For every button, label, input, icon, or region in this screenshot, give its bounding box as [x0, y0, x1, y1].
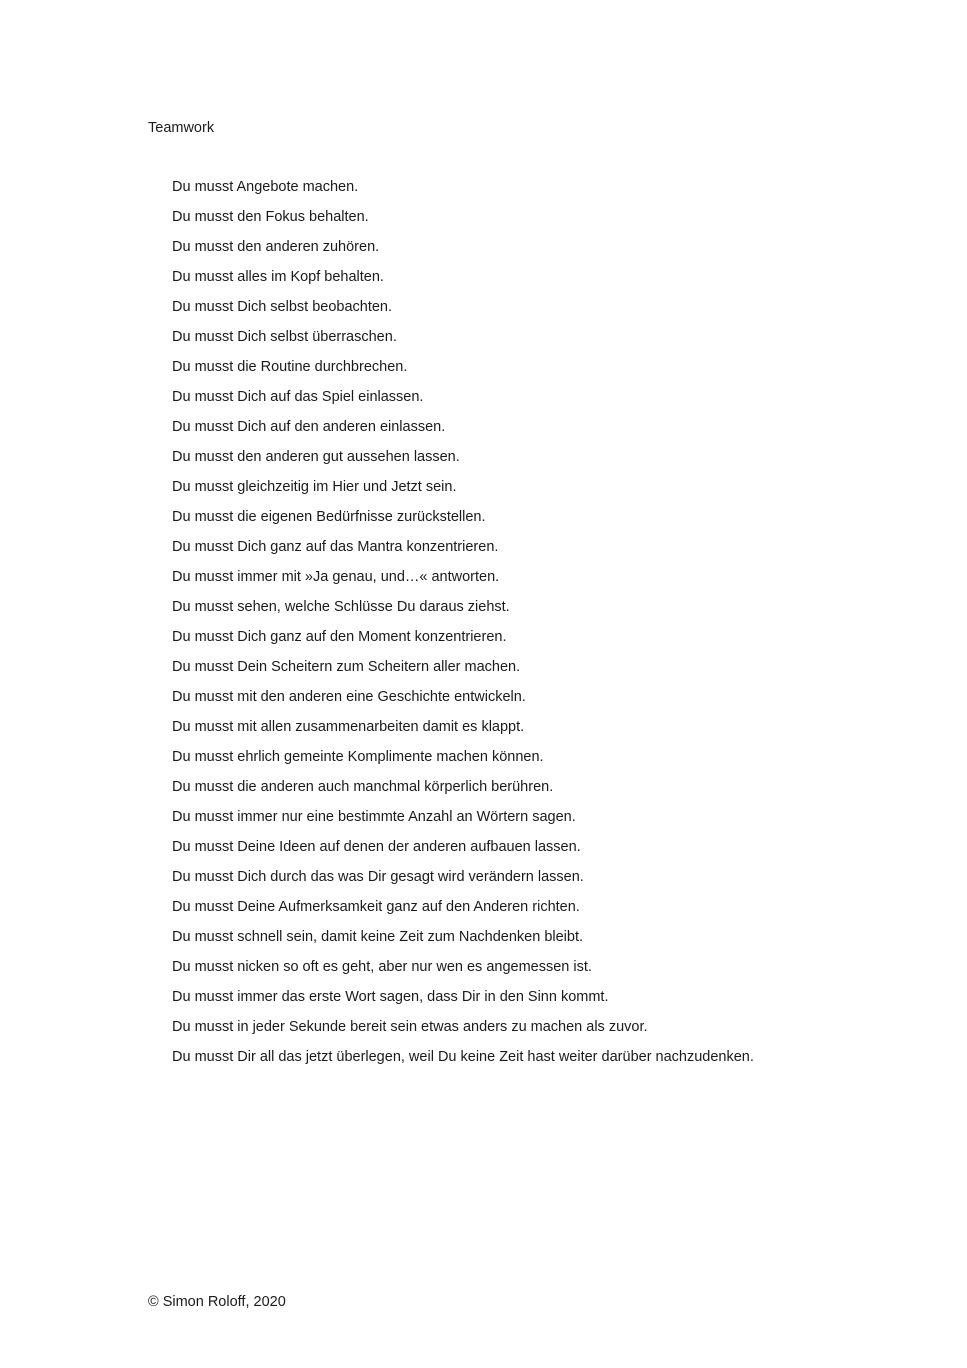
poem-line: Du musst Dich durch das was Dir gesagt wird verändern lassen. [172, 869, 584, 885]
poem-line: Du musst Dir all das jetzt überlegen, weil Du keine Zeit hast weiter darüber nachzudenken. [172, 1049, 754, 1065]
poem-line: Du musst Dich auf den anderen einlassen. [172, 419, 446, 435]
poem-line: Du musst Dich ganz auf den Moment konzentrieren. [172, 629, 507, 645]
poem-line: Du musst die Routine durchbrechen. [172, 359, 408, 375]
poem-line: Du musst alles im Kopf behalten. [172, 269, 384, 285]
poem-line: Du musst nicken so oft es geht, aber nur wen es angemessen ist. [172, 959, 592, 975]
poem-line: Du musst mit den anderen eine Geschichte entwickeln. [172, 689, 526, 705]
poem-line: Du musst ehrlich gemeinte Komplimente machen können. [172, 749, 544, 765]
poem-line: Du musst den anderen zuhören. [172, 239, 380, 255]
poem-line: Du musst Deine Aufmerksamkeit ganz auf den Anderen richten. [172, 899, 580, 915]
poem-line: Du musst mit allen zusammenarbeiten damit es klappt. [172, 719, 525, 735]
poem-line: Du musst gleichzeitig im Hier und Jetzt sein. [172, 479, 457, 495]
page-title: Teamwork [148, 120, 215, 136]
copyright-footer: © Simon Roloff, 2020 [148, 1294, 286, 1310]
poem-line: Du musst Dich auf das Spiel einlassen. [172, 389, 424, 405]
poem-line: Du musst in jeder Sekunde bereit sein etwas anders zu machen als zuvor. [172, 1019, 648, 1035]
poem-line: Du musst immer nur eine bestimmte Anzahl an Wörtern sagen. [172, 809, 576, 825]
poem-line: Du musst Angebote machen. [172, 179, 359, 195]
poem-line: Du musst Dich selbst beobachten. [172, 299, 393, 315]
poem-line: Du musst den anderen gut aussehen lassen. [172, 449, 460, 465]
poem-line: Du musst den Fokus behalten. [172, 209, 369, 225]
poem-text-block [172, 172, 754, 1072]
poem-line: Du musst Dich ganz auf das Mantra konzentrieren. [172, 539, 499, 555]
poem-line: Du musst Dein Scheitern zum Scheitern aller machen. [172, 659, 521, 675]
poem-line: Du musst schnell sein, damit keine Zeit zum Nachdenken bleibt. [172, 929, 584, 945]
poem-line: Du musst Deine Ideen auf denen der anderen aufbauen lassen. [172, 839, 581, 855]
poem-line: Du musst immer mit »Ja genau, und…« antworten. [172, 569, 500, 585]
poem-line: Du musst Dich selbst überraschen. [172, 329, 397, 345]
poem-line: Du musst sehen, welche Schlüsse Du daraus ziehst. [172, 599, 510, 615]
poem-line: Du musst immer das erste Wort sagen, dass Dir in den Sinn kommt. [172, 989, 609, 1005]
poem-line: Du musst die anderen auch manchmal körperlich berühren. [172, 779, 554, 795]
poem-line: Du musst die eigenen Bedürfnisse zurückstellen. [172, 509, 486, 525]
